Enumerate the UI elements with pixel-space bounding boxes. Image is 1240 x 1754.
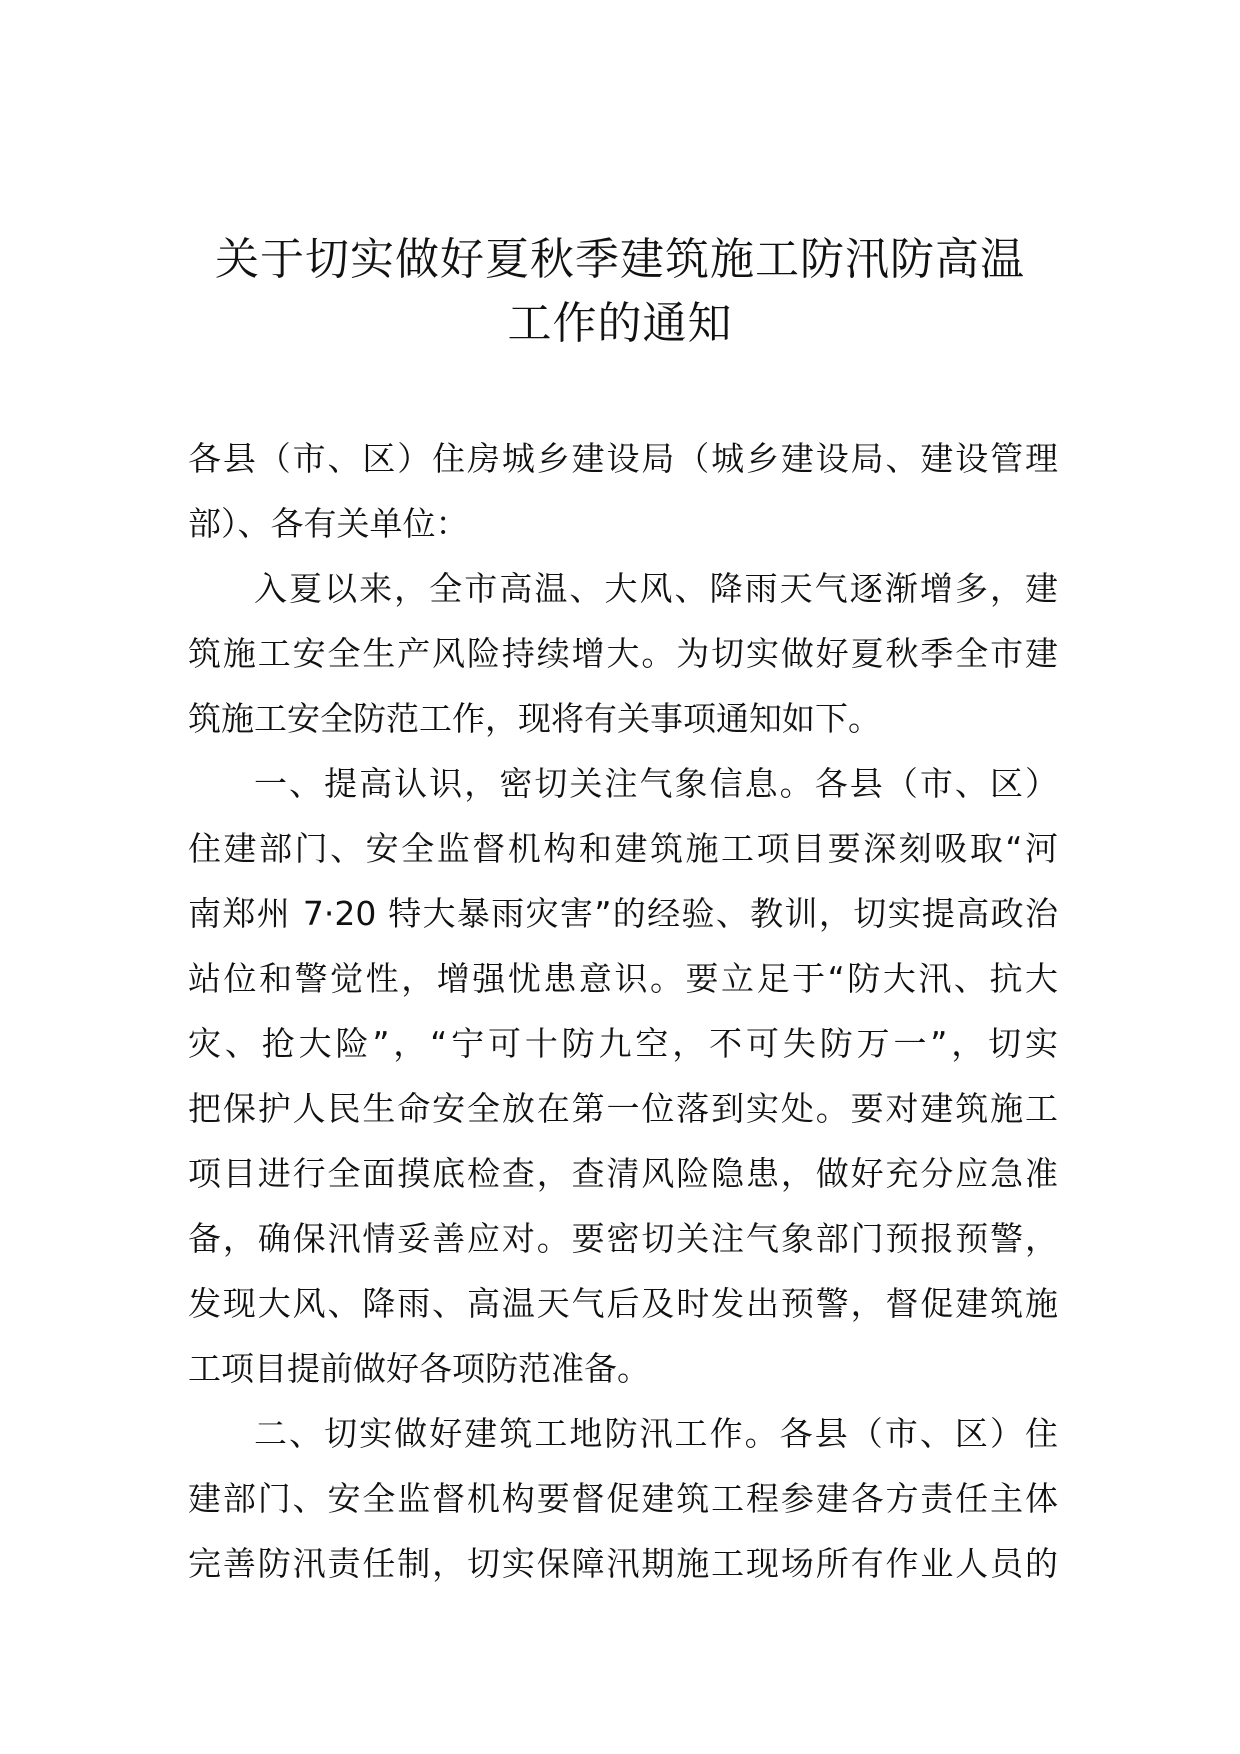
title-line: 关于切实做好夏秋季建筑施工防汛防高温 [215, 234, 1025, 285]
document-body [188, 426, 1058, 1596]
document-title [180, 228, 1060, 356]
paragraph-line: 建部门、安全监督机构要督促建筑工程参建各方责任主体 [188, 1479, 1058, 1518]
paragraph-line: 筑施工安全生产风险持续增大。为切实做好夏秋季全市建 [188, 634, 1058, 673]
paragraph-line: 各县（市、区）住房城乡建设局（城乡建设局、建设管理 [188, 439, 1058, 478]
paragraph-line: 备，确保汛情妥善应对。要密切关注气象部门预报预警， [188, 1219, 1058, 1258]
title-line: 工作的通知 [507, 298, 733, 349]
paragraph-first-line: 入夏以来，全市高温、大风、降雨天气逐渐增多，建 [254, 569, 1058, 608]
paragraph-line: 把保护人民生命安全放在第一位落到实处。要对建筑施工 [188, 1089, 1058, 1128]
paragraph-line: 住建部门、安全监督机构和建筑施工项目要深刻吸取“河 [188, 829, 1058, 868]
paragraph-line: 发现大风、降雨、高温天气后及时发出预警，督促建筑施 [188, 1284, 1058, 1323]
paragraph-line: 筑施工安全防范工作，现将有关事项通知如下。 [188, 699, 881, 738]
paragraph-line: 站位和警觉性，增强忧患意识。要立足于“防大汛、抗大 [188, 959, 1058, 998]
paragraph-line: 项目进行全面摸底检查，查清风险隐患，做好充分应急准 [188, 1154, 1058, 1193]
paragraph-line: 部）、各有关单位： [188, 504, 469, 543]
paragraph-line: 南郑州 7·20 特大暴雨灾害”的经验、教训，切实提高政治 [188, 894, 1058, 933]
paragraph-line: 完善防汛责任制，切实保障汛期施工现场所有作业人员的 [188, 1544, 1058, 1583]
paragraph-first-line: 一、提高认识，密切关注气象信息。各县（市、区） [254, 764, 1058, 803]
paragraph-line: 工项目提前做好各项防范准备。 [188, 1349, 650, 1388]
paragraph-line: 灾、抢大险”，“宁可十防九空，不可失防万一”，切实 [188, 1024, 1058, 1063]
paragraph-first-line: 二、切实做好建筑工地防汛工作。各县（市、区）住 [254, 1414, 1058, 1453]
